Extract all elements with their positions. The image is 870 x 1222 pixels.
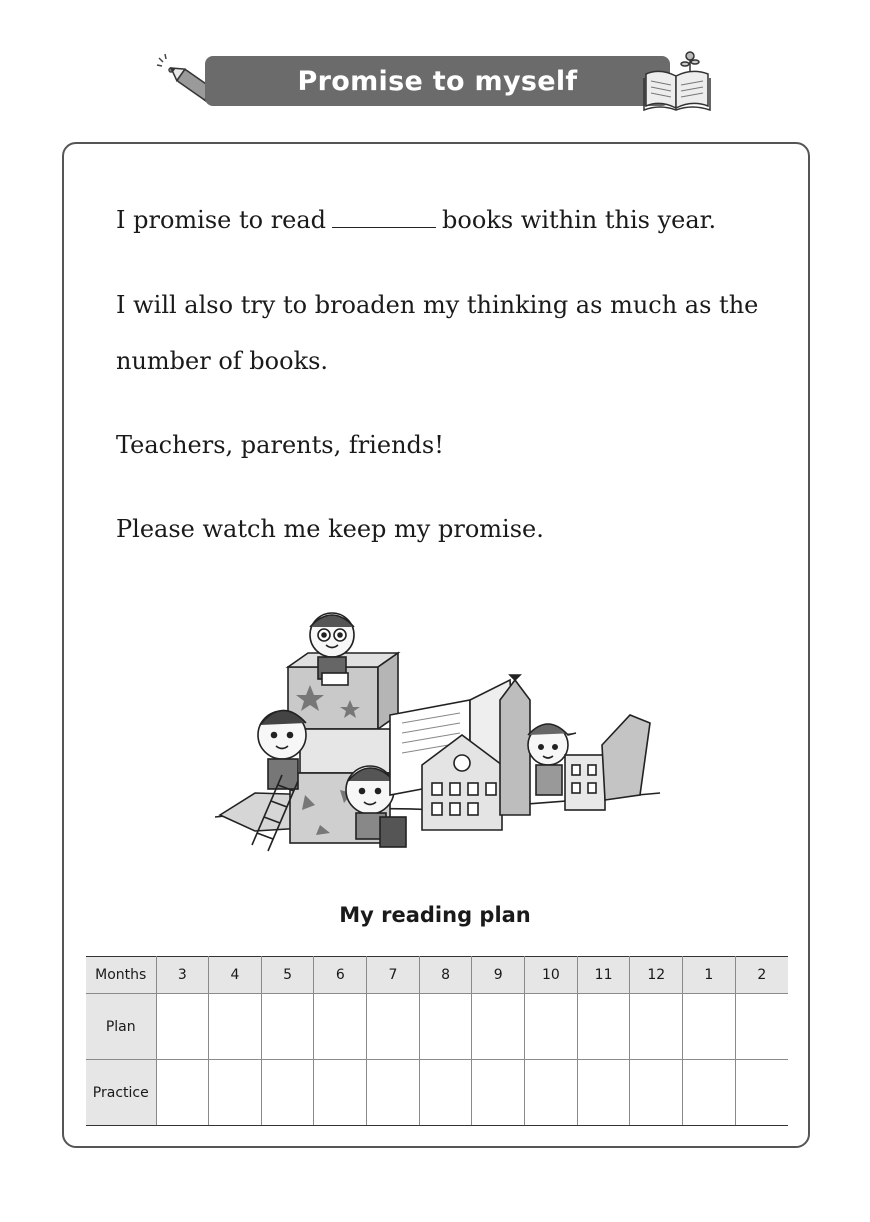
plan-cell[interactable]	[630, 994, 683, 1060]
plan-cell[interactable]	[419, 994, 472, 1060]
practice-cell[interactable]	[261, 1060, 314, 1126]
practice-row	[86, 1060, 788, 1126]
reading-plan-title: My reading plan	[339, 903, 531, 927]
month-header: 6	[314, 957, 367, 994]
promise-line-2: I will also try to broaden my thinking as much as the	[116, 291, 759, 319]
plan-cell[interactable]	[209, 994, 262, 1060]
practice-cell[interactable]	[525, 1060, 578, 1126]
practice-cell[interactable]	[209, 1060, 262, 1126]
plan-cell[interactable]	[577, 994, 630, 1060]
plan-cell[interactable]	[735, 994, 788, 1060]
plan-cell[interactable]	[472, 994, 525, 1060]
month-header: 2	[735, 957, 788, 994]
plan-cell[interactable]	[367, 994, 420, 1060]
plan-cell[interactable]	[156, 994, 209, 1060]
month-header: 4	[209, 957, 262, 994]
plan-cell[interactable]	[525, 994, 578, 1060]
month-header: 10	[525, 957, 578, 994]
book-count-blank[interactable]	[332, 207, 436, 228]
plan-cell[interactable]	[683, 994, 736, 1060]
practice-cell[interactable]	[735, 1060, 788, 1126]
month-header: 8	[419, 957, 472, 994]
practice-cell[interactable]	[577, 1060, 630, 1126]
promise-line-1-start: I promise to read	[116, 206, 327, 234]
practice-cell[interactable]	[630, 1060, 683, 1126]
promise-line-1-end: books within this year.	[442, 206, 717, 234]
practice-cell[interactable]	[367, 1060, 420, 1126]
months-header-row	[86, 957, 788, 994]
month-header: 12	[630, 957, 683, 994]
promise-line-4: Teachers, parents, friends!	[116, 431, 444, 459]
open-book-icon	[640, 50, 715, 112]
practice-cell[interactable]	[156, 1060, 209, 1126]
page-title: Promise to myself	[297, 65, 578, 97]
practice-cell[interactable]	[683, 1060, 736, 1126]
plan-cell[interactable]	[261, 994, 314, 1060]
reading-plan-table	[86, 956, 788, 1126]
plan-cell[interactable]	[314, 994, 367, 1060]
kids-reading-books-illustration	[210, 605, 665, 865]
practice-cell[interactable]	[419, 1060, 472, 1126]
month-header: 3	[156, 957, 209, 994]
months-label: Months	[86, 957, 156, 994]
promise-line-3: number of books.	[116, 347, 329, 375]
month-header: 11	[577, 957, 630, 994]
title-banner	[205, 56, 670, 106]
month-header: 1	[683, 957, 736, 994]
practice-cell[interactable]	[314, 1060, 367, 1126]
month-header: 5	[261, 957, 314, 994]
plan-row	[86, 994, 788, 1060]
promise-line-1	[116, 206, 716, 234]
month-header: 7	[367, 957, 420, 994]
practice-row-label: Practice	[86, 1060, 156, 1126]
plan-row-label: Plan	[86, 994, 156, 1060]
month-header: 9	[472, 957, 525, 994]
practice-cell[interactable]	[472, 1060, 525, 1126]
promise-line-5: Please watch me keep my promise.	[116, 515, 544, 543]
